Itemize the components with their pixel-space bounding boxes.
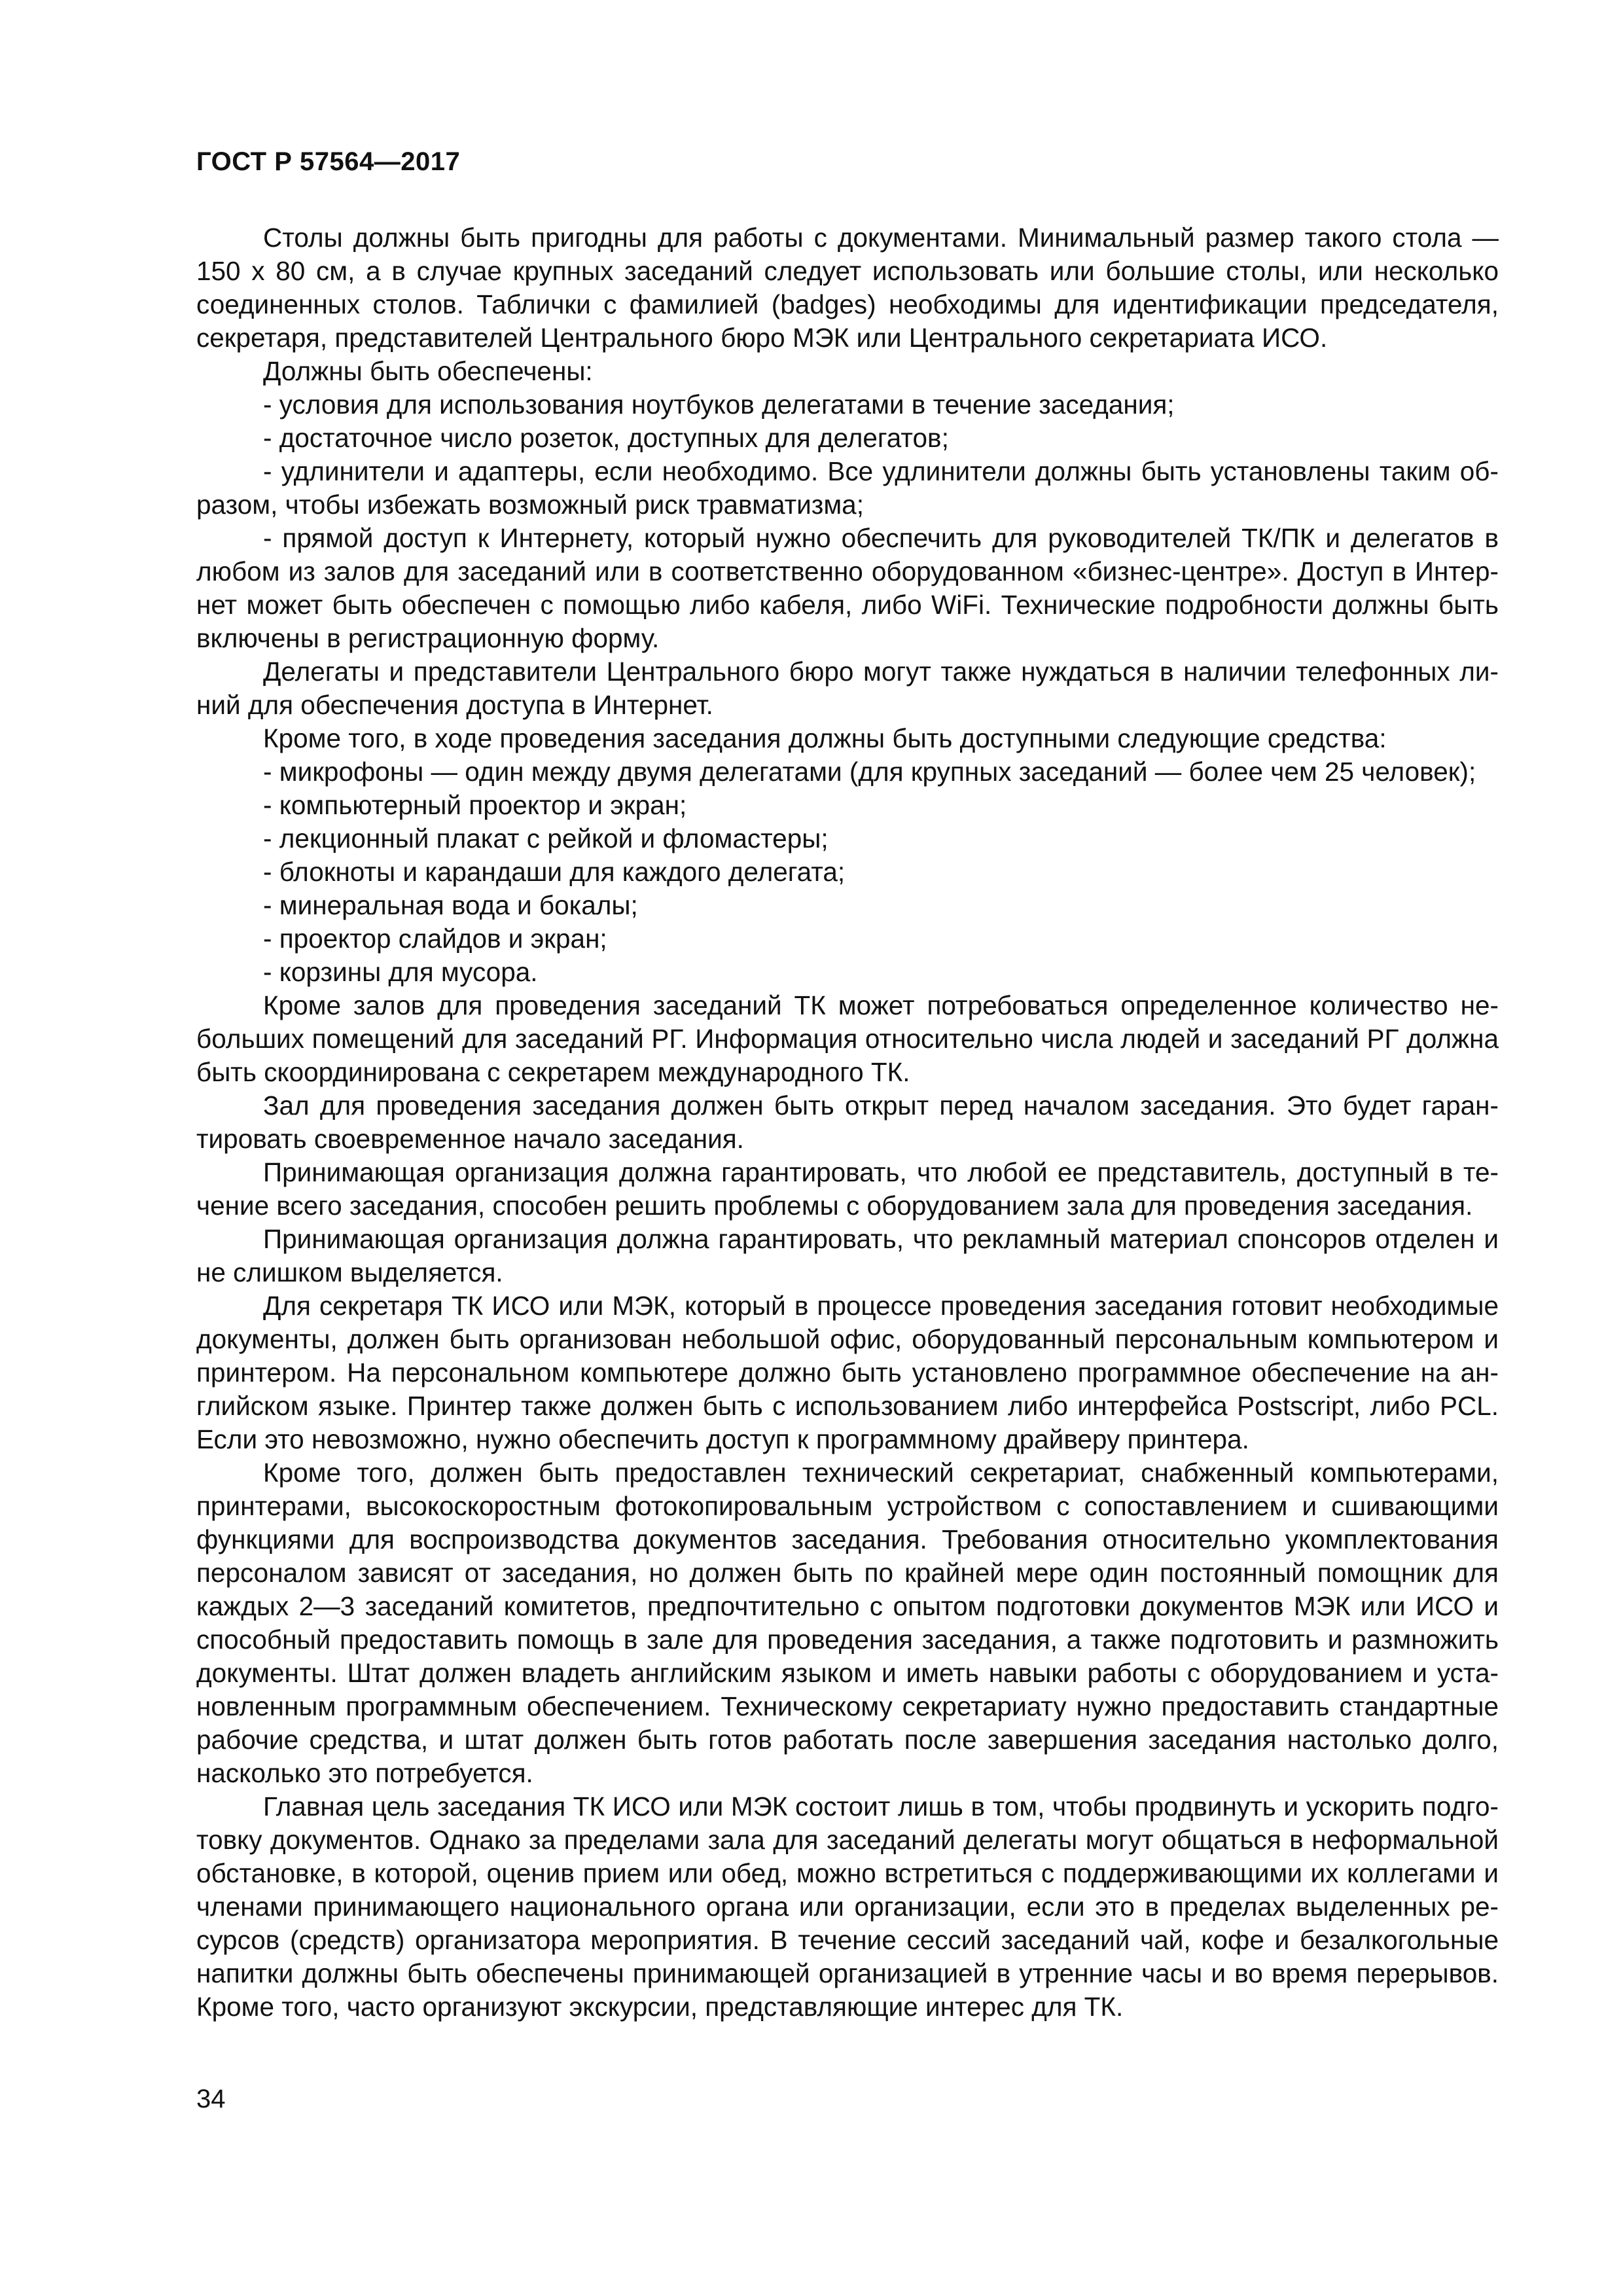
paragraph-tables: Столы должны быть пригодны для работы с документами. Минимальный размер такого стола — 150 х 80 см, а в случае крупных заседаний следует использовать или большие столы, или несколько соединенных столов. Таблички с фамилией (badges) необходимы для идентификации председателя, секретаря, представителей Центрального бюро МЭК или Центрального секретариата ИСО. xyxy=(196,223,1499,353)
list-item-projector: - компьютерный проектор и экран; xyxy=(263,790,687,820)
list-item-extenders: - удлинители и адаптеры, если необходимо. Все удлинители должны быть установлены таким образом, чтобы избежать возможный риск травматизма; xyxy=(196,456,1499,520)
list-item-internet: - прямой доступ к Интернету, который нужно обеспечить для руководителей ТК/ПК и делегатов в любом из залов для заседаний или в соответственно оборудованном «бизнес-центре». Доступ в Интернет может быть обеспечен с помощью либо кабеля, либо WiFi. Технические подробности должны быть включены в регистрационную форму. xyxy=(196,523,1499,653)
list-item-notepads: - блокноты и карандаши для каждого делегата; xyxy=(263,857,846,887)
list-item-trash-bins: - корзины для мусора. xyxy=(263,957,538,987)
paragraph-must-provide: Должны быть обеспечены: xyxy=(263,356,593,386)
list-item-microphones: - микрофоны — один между двумя делегатами (для крупных заседаний — более чем 25 человек); xyxy=(263,757,1476,787)
paragraph-secretary-office: Для секретаря ТК ИСО или МЭК, который в процессе проведения заседания готовит необходимые документы, должен быть организован небольшой офис, оборудованный персональным компьютером и принтером. На персональном компьютере должно быть установлено программное обеспечение на английском языке. Принтер также должен быть с использованием либо интерфейса Postscript, либо PCL. Если это невозможно, нужно обеспечить доступ к программному драйверу принтера. xyxy=(196,1291,1499,1454)
list-item-slide-projector: - проектор слайдов и экран; xyxy=(263,924,607,954)
paragraph-sponsor-material: Принимающая организация должна гарантировать, что рекламный материал спонсоров отделен и не слишком выделяется. xyxy=(196,1224,1499,1287)
list-item-laptops: - условия для использования ноутбуков делегатами в течение заседания; xyxy=(263,389,1175,420)
list-item-sockets: - достаточное число розеток, доступных для делегатов; xyxy=(263,423,949,453)
paragraph-means: Кроме того, в ходе проведения заседания должны быть доступными следующие средства: xyxy=(263,723,1387,753)
paragraph-phone-lines: Делегаты и представители Центрального бюро могут также нуждаться в наличии телефонных линий для обеспечения доступа в Интернет. xyxy=(196,656,1499,720)
paragraph-host-representative: Принимающая организация должна гарантировать, что любой ее представитель, доступный в течение всего заседания, способен решить проблемы с оборудованием зала для проведения заседания. xyxy=(196,1157,1499,1221)
paragraph-main-goal: Главная цель заседания ТК ИСО или МЭК состоит лишь в том, чтобы продвинуть и ускорить подготовку документов. Однако за пределами зала для заседаний делегаты могут общаться в неформальной обстановке, в которой, оценив прием или обед, можно встретиться с поддерживающими их коллегами и членами принимающего национального органа или организации, если это в пределах выделенных ресурсов (средств) организатора мероприятия. В течение сессий заседаний чай, кофе и безалкогольные напитки должны быть обеспечены принимающей организацией в утренние часы и во время перерывов. Кроме того, часто организуют экскурсии, представляющие интерес для ТК. xyxy=(196,1791,1499,2022)
list-item-flipchart: - лекционный плакат с рейкой и фломастеры; xyxy=(263,823,829,853)
document-body xyxy=(196,221,1499,2024)
paragraph-hall-open: Зал для проведения заседания должен быть открыт перед началом заседания. Это будет гарантировать своевременное начало заседания. xyxy=(196,1090,1499,1154)
paragraph-technical-secretariat: Кроме того, должен быть предоставлен технический секретариат, снабженный компьютерами, принтерами, высокоскоростным фотокопировальным устройством с сопоставлением и сшивающими функциями для воспроизводства документов заседания. Требования относительно укомплектования персоналом зависят от заседания, но должен быть по крайней мере один постоянный помощник для каждых 2—3 заседаний комитетов, предпочтительно с опытом подготовки документов МЭК или ИСО и способный предоставить помощь в зале для проведения заседания, а также подготовить и размножить документы. Штат должен владеть английским языком и иметь навыки работы с оборудованием и установленным программным обеспечением. Техническому секретариату нужно предоставить стандартные рабочие средства, и штат должен быть готов работать после завершения заседания настолько долго, насколько это потребуется. xyxy=(196,1458,1499,1788)
paragraph-wg-rooms: Кроме залов для проведения заседаний ТК может потребоваться определенное количество небольших помещений для заседаний РГ. Информация относительно числа людей и заседаний РГ должна быть скоординирована с секретарем международного ТК. xyxy=(196,990,1499,1087)
page-number: 34 xyxy=(196,2085,226,2113)
list-item-water: - минеральная вода и бокалы; xyxy=(263,890,638,920)
standard-header: ГОСТ Р 57564—2017 xyxy=(196,147,461,176)
